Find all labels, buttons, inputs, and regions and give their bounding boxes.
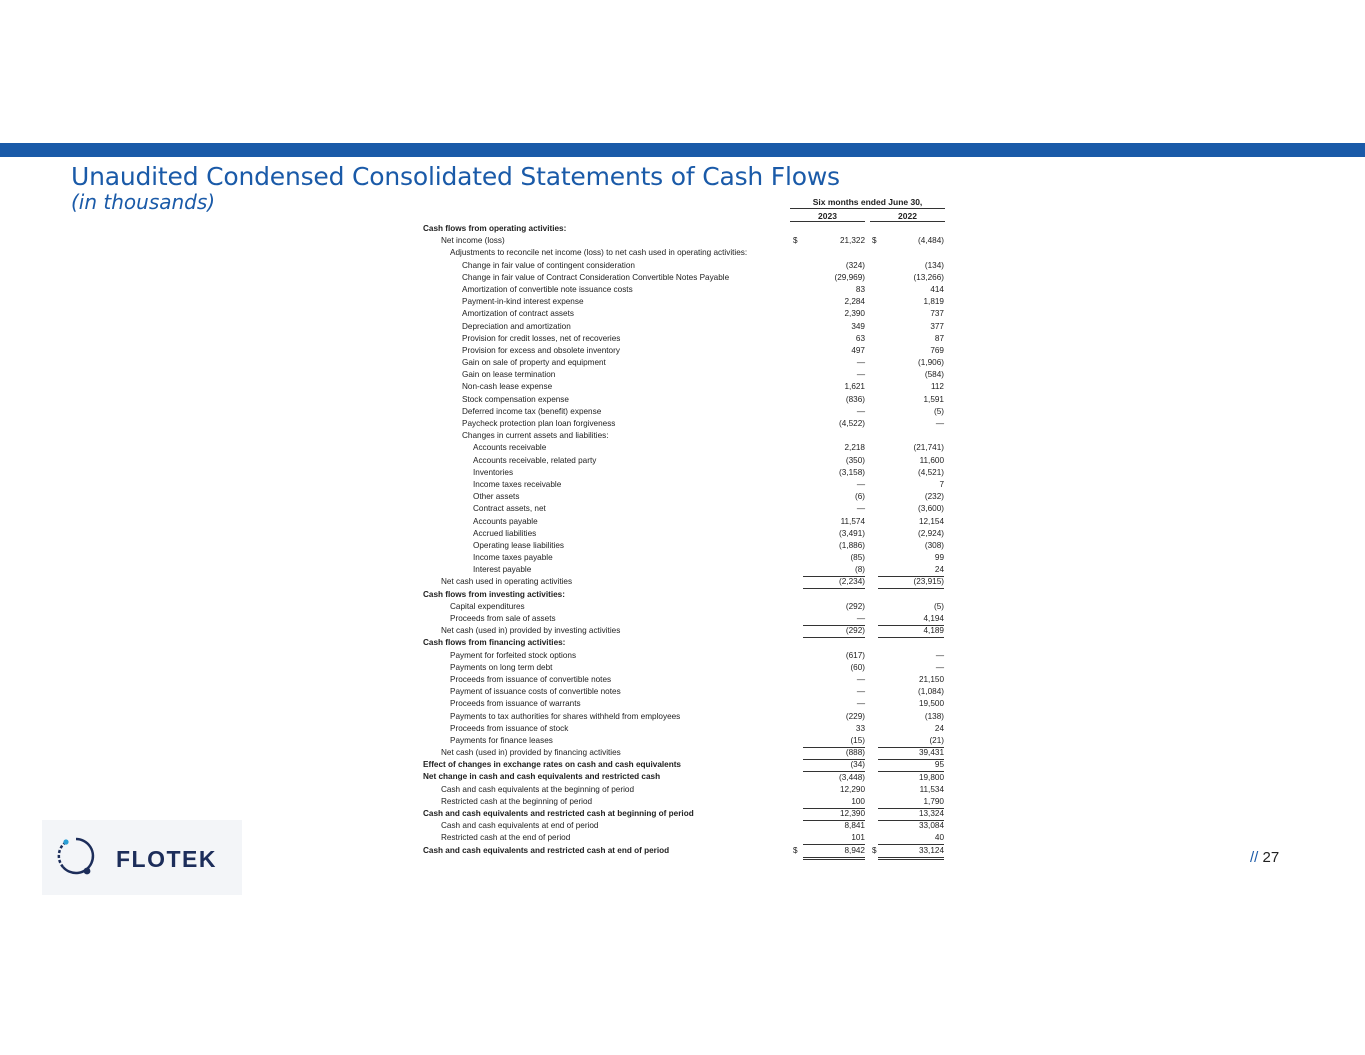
value-2022: (1,084) xyxy=(918,687,944,697)
row-label: Cash and cash equivalents at end of period xyxy=(441,821,599,831)
table-row xyxy=(423,625,948,637)
row-label: Operating lease liabilities xyxy=(473,540,565,550)
value-2023: (2,234) xyxy=(803,576,865,589)
value-2022: 21,150 xyxy=(918,674,944,684)
value-2023: 100 xyxy=(803,796,865,809)
column-year-2022: 2022 xyxy=(898,211,917,221)
row-label: Proceeds from sale of assets xyxy=(450,614,556,623)
table-row xyxy=(423,272,948,284)
value-2022: 12,154 xyxy=(918,516,944,526)
page-number-value: 27 xyxy=(1262,849,1280,866)
value-2022: (4,484) xyxy=(918,236,944,246)
value-2023: (350) xyxy=(845,455,865,465)
table-row xyxy=(423,820,948,832)
row-label: Other assets xyxy=(473,492,520,502)
value-2023: (1,886) xyxy=(839,540,865,550)
value-2022: (138) xyxy=(924,711,944,721)
row-label: Effect of changes in exchange rates on cash and cash equivalents xyxy=(423,760,681,770)
table-row xyxy=(423,247,948,259)
page-title: Unaudited Condensed Consolidated Statements of Cash Flows xyxy=(71,162,840,191)
row-label: Net cash (used in) provided by financing activities xyxy=(441,748,621,758)
table-row xyxy=(423,613,948,625)
table-row xyxy=(423,674,948,686)
value-2023: (3,491) xyxy=(839,528,865,538)
value-2022: 40 xyxy=(878,832,944,845)
row-label: Accounts receivable xyxy=(473,443,547,453)
row-label: Net income (loss) xyxy=(441,236,505,246)
company-logo xyxy=(42,820,242,895)
value-2022: — xyxy=(935,419,944,428)
value-2023: (292) xyxy=(803,625,865,638)
value-2023: 1,621 xyxy=(844,382,865,392)
table-row xyxy=(423,698,948,710)
table-row xyxy=(423,637,948,649)
row-label: Cash and cash equivalents at the beginning of period xyxy=(441,784,634,794)
value-2023: (3,158) xyxy=(839,467,865,477)
table-row xyxy=(423,528,948,540)
value-2023: — xyxy=(856,358,865,368)
value-2022: 1,819 xyxy=(923,297,944,307)
table-row xyxy=(423,576,948,588)
column-period-header: Six months ended June 30, xyxy=(812,197,923,207)
table-row xyxy=(423,796,948,808)
value-2022: 13,324 xyxy=(878,808,944,821)
flotek-logo-icon xyxy=(54,834,98,878)
row-label: Change in fair value of contingent consideration xyxy=(462,260,635,270)
value-2022: — xyxy=(935,662,944,672)
row-label: Payment-in-kind interest expense xyxy=(462,297,584,307)
value-2022: 4,194 xyxy=(878,613,944,626)
row-label: Net cash used in operating activities xyxy=(441,577,573,587)
value-2022: (2,924) xyxy=(918,528,944,538)
value-2022: 87 xyxy=(934,333,944,343)
value-2022: 19,800 xyxy=(878,771,944,784)
row-label: Gain on sale of property and equipment xyxy=(462,358,606,368)
row-label: Stock compensation expense xyxy=(462,394,569,404)
value-2023: (4,522) xyxy=(839,419,865,428)
value-2022: (4,521) xyxy=(918,467,944,477)
value-2022: 95 xyxy=(878,759,944,772)
value-2023: 8,942 xyxy=(803,845,865,860)
table-row xyxy=(423,369,948,381)
value-2023: (229) xyxy=(845,711,865,721)
value-2022: 24 xyxy=(934,723,944,733)
row-label: Proceeds from issuance of convertible notes xyxy=(450,674,612,684)
logo-wordmark: FLOTEK xyxy=(116,846,217,872)
table-row xyxy=(423,345,948,357)
value-2023: — xyxy=(856,370,865,380)
table-row xyxy=(423,467,948,479)
value-2023: (836) xyxy=(845,394,865,404)
table-row xyxy=(423,479,948,491)
value-2023: — xyxy=(856,406,865,416)
row-label: Net cash (used in) provided by investing activities xyxy=(441,626,621,636)
table-row xyxy=(423,589,948,601)
value-2023: (85) xyxy=(850,553,865,563)
cash-flow-table xyxy=(423,223,948,857)
table-row xyxy=(423,235,948,247)
column-year-2023: 2023 xyxy=(818,211,837,221)
table-row xyxy=(423,832,948,844)
row-label: Proceeds from issuance of warrants xyxy=(450,699,581,709)
currency-symbol: $ xyxy=(872,236,877,246)
table-row xyxy=(423,308,948,320)
value-2023: (8) xyxy=(803,564,865,577)
currency-symbol: $ xyxy=(793,845,798,855)
table-row xyxy=(423,662,948,674)
value-2022: 33,084 xyxy=(918,821,944,831)
page-number-slashes: // xyxy=(1250,849,1259,866)
value-2022: (13,266) xyxy=(913,272,944,282)
table-row xyxy=(423,771,948,783)
value-2022: 19,500 xyxy=(918,699,944,709)
table-row xyxy=(423,260,948,272)
value-2023: 11,574 xyxy=(840,516,865,526)
value-2023: (34) xyxy=(803,759,865,772)
row-label: Provision for credit losses, net of recoveries xyxy=(462,333,621,343)
row-label: Payment of issuance costs of convertible notes xyxy=(450,687,621,697)
value-2022: 112 xyxy=(930,382,944,392)
value-2022: 99 xyxy=(934,553,944,563)
table-row xyxy=(423,759,948,771)
row-label: Cash flows from financing activities: xyxy=(423,638,566,648)
table-row xyxy=(423,333,948,345)
value-2023: 8,841 xyxy=(844,821,865,831)
value-2022: 737 xyxy=(930,309,944,319)
row-label: Change in fair value of Contract Consideration Convertible Notes Payable xyxy=(462,272,730,282)
row-label: Cash and cash equivalents and restricted cash at beginning of period xyxy=(423,809,694,818)
value-2023: (6) xyxy=(854,492,865,502)
value-2022: 4,189 xyxy=(878,625,944,638)
row-label: Provision for excess and obsolete inventory xyxy=(462,345,620,355)
value-2022: (5) xyxy=(933,601,944,611)
table-row xyxy=(423,564,948,576)
table-row xyxy=(423,601,948,613)
value-2023: — xyxy=(856,504,865,514)
row-label: Contract assets, net xyxy=(473,504,546,514)
row-label: Accounts payable xyxy=(473,516,538,526)
value-2023: 101 xyxy=(803,832,865,845)
value-2023: — xyxy=(856,699,865,709)
value-2022: (3,600) xyxy=(918,504,944,514)
row-label: Accrued liabilities xyxy=(473,528,537,538)
table-row xyxy=(423,381,948,393)
table-row xyxy=(423,430,948,442)
value-2022: 7 xyxy=(939,479,944,489)
table-row xyxy=(423,455,948,467)
row-label: Payments for finance leases xyxy=(450,735,553,745)
value-2022: 769 xyxy=(930,345,944,355)
row-label: Payments on long term debt xyxy=(450,662,553,672)
currency-symbol: $ xyxy=(872,845,877,855)
value-2022: (134) xyxy=(924,260,944,270)
row-label: Paycheck protection plan loan forgiveness xyxy=(462,419,616,428)
value-2023: — xyxy=(856,687,865,697)
value-2022: 377 xyxy=(930,321,944,331)
page-subtitle: (in thousands) xyxy=(71,190,216,214)
table-row xyxy=(423,747,948,759)
value-2022: (232) xyxy=(924,492,944,502)
table-row xyxy=(423,552,948,564)
row-label: Amortization of contract assets xyxy=(462,309,574,319)
row-label: Adjustments to reconcile net income (loss) to net cash used in operating activities: xyxy=(450,248,748,258)
table-row xyxy=(423,418,948,430)
value-2023: — xyxy=(856,674,865,684)
value-2023: (60) xyxy=(850,662,865,672)
table-row xyxy=(423,296,948,308)
value-2023: 2,284 xyxy=(844,297,865,307)
header-rule xyxy=(790,221,865,222)
value-2023: 12,290 xyxy=(839,784,865,794)
value-2023: (3,448) xyxy=(803,771,865,784)
table-row xyxy=(423,784,948,796)
row-label: Changes in current assets and liabilities: xyxy=(462,431,609,441)
value-2023: 21,322 xyxy=(839,236,865,246)
value-2022: (21,741) xyxy=(913,443,944,453)
table-row xyxy=(423,491,948,503)
row-label: Restricted cash at the end of period xyxy=(441,833,571,843)
table-row xyxy=(423,284,948,296)
table-row xyxy=(423,686,948,698)
value-2022: 1,591 xyxy=(923,394,944,404)
row-label: Capital expenditures xyxy=(450,601,525,611)
row-label: Net change in cash and cash equivalents and restricted cash xyxy=(423,772,661,782)
row-label: Cash flows from operating activities: xyxy=(423,224,567,233)
value-2023: 83 xyxy=(855,284,865,294)
table-row xyxy=(423,442,948,454)
row-label: Interest payable xyxy=(473,565,532,575)
table-row xyxy=(423,650,948,662)
value-2022: 11,600 xyxy=(919,455,944,465)
row-label: Cash flows from investing activities: xyxy=(423,589,565,599)
value-2022: 24 xyxy=(878,564,944,577)
value-2022: (584) xyxy=(924,370,944,380)
header-rule xyxy=(870,221,945,222)
value-2022: 39,431 xyxy=(878,747,944,760)
row-label: Income taxes receivable xyxy=(473,479,562,489)
value-2022: (23,915) xyxy=(878,576,944,589)
table-row xyxy=(423,808,948,820)
row-label: Income taxes payable xyxy=(473,553,553,563)
value-2023: (292) xyxy=(845,601,865,611)
value-2023: (15) xyxy=(803,735,865,748)
value-2023: (324) xyxy=(845,260,865,270)
table-row xyxy=(423,540,948,552)
table-row xyxy=(423,723,948,735)
row-label: Proceeds from issuance of stock xyxy=(450,723,569,733)
table-row xyxy=(423,357,948,369)
row-label: Deferred income tax (benefit) expense xyxy=(462,406,602,416)
header-bar xyxy=(0,143,1365,157)
row-label: Amortization of convertible note issuance costs xyxy=(462,284,633,294)
table-row xyxy=(423,735,948,747)
value-2023: (888) xyxy=(803,747,865,760)
row-label: Payments to tax authorities for shares withheld from employees xyxy=(450,711,681,721)
header-rule xyxy=(790,208,945,209)
value-2022: — xyxy=(935,650,944,660)
value-2023: (29,969) xyxy=(834,272,865,282)
value-2022: (5) xyxy=(933,406,944,416)
page-number xyxy=(1250,849,1279,866)
table-row xyxy=(423,845,948,857)
table-row xyxy=(423,223,948,235)
value-2023: 2,218 xyxy=(844,443,865,453)
value-2023: — xyxy=(803,613,865,626)
value-2022: (1,906) xyxy=(918,358,944,368)
value-2023: 63 xyxy=(855,333,865,343)
value-2023: — xyxy=(856,479,865,489)
currency-symbol: $ xyxy=(793,236,798,246)
row-label: Inventories xyxy=(473,467,514,477)
value-2023: 497 xyxy=(851,345,865,355)
table-row xyxy=(423,321,948,333)
value-2022: (308) xyxy=(924,540,944,550)
value-2023: 2,390 xyxy=(844,309,865,319)
table-row xyxy=(423,394,948,406)
table-row xyxy=(423,406,948,418)
row-label: Cash and cash equivalents and restricted cash at end of period xyxy=(423,845,670,855)
value-2022: 414 xyxy=(930,284,944,294)
row-label: Gain on lease termination xyxy=(462,370,556,380)
value-2023: (617) xyxy=(845,650,865,660)
row-label: Depreciation and amortization xyxy=(462,321,571,331)
row-label: Restricted cash at the beginning of period xyxy=(441,796,593,806)
value-2022: 11,534 xyxy=(919,784,944,794)
row-label: Payment for forfeited stock options xyxy=(450,650,577,660)
value-2022: (21) xyxy=(878,735,944,748)
value-2022: 33,124 xyxy=(878,845,944,860)
value-2023: 33 xyxy=(855,723,865,733)
value-2022: 1,790 xyxy=(878,796,944,809)
row-label: Accounts receivable, related party xyxy=(473,455,597,465)
table-row xyxy=(423,503,948,515)
row-label: Non-cash lease expense xyxy=(462,382,553,392)
value-2023: 349 xyxy=(851,321,865,331)
table-row xyxy=(423,711,948,723)
table-row xyxy=(423,516,948,528)
value-2023: 12,390 xyxy=(803,808,865,821)
